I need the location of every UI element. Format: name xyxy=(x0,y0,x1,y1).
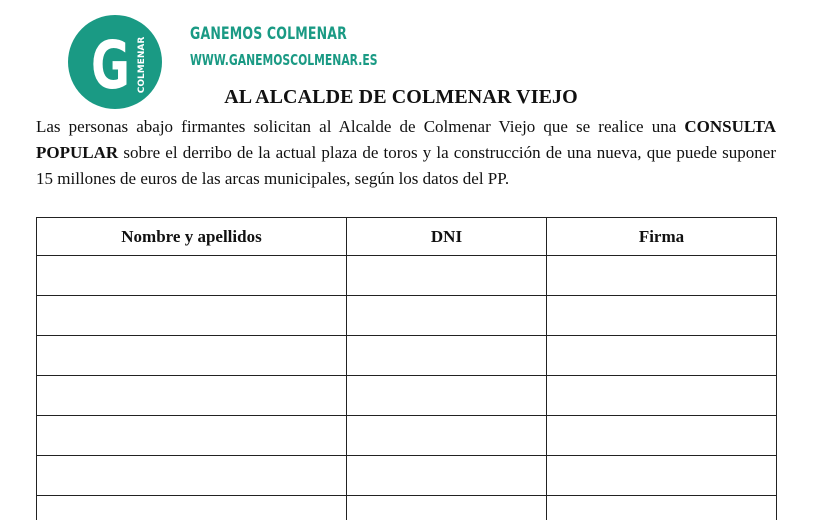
table-row xyxy=(37,296,777,336)
header-dni: DNI xyxy=(347,218,547,256)
petition-text-start: Las personas abajo firmantes solicitan al Alcalde de Colmenar Viejo que se realice una xyxy=(36,117,685,136)
table-row xyxy=(37,496,777,520)
nombre-cell xyxy=(37,416,347,456)
signature-table xyxy=(36,217,777,520)
table-row xyxy=(37,376,777,416)
nombre-cell xyxy=(37,296,347,336)
table-row xyxy=(37,416,777,456)
dni-cell xyxy=(347,416,547,456)
organization-name: GANEMOS COLMENAR xyxy=(190,24,348,44)
header-firma: Firma xyxy=(547,218,777,256)
table-header-row xyxy=(37,218,777,256)
nombre-cell xyxy=(37,336,347,376)
firma-cell xyxy=(547,496,777,520)
petition-text xyxy=(36,114,776,192)
signature-rows xyxy=(37,256,777,520)
logo-letter: G xyxy=(90,27,130,105)
nombre-cell xyxy=(37,456,347,496)
organization-url: WWW.GANEMOSCOLMENAR.ES xyxy=(190,51,378,69)
nombre-cell xyxy=(37,376,347,416)
dni-cell xyxy=(347,296,547,336)
firma-cell xyxy=(547,416,777,456)
nombre-cell xyxy=(37,256,347,296)
table-row xyxy=(37,256,777,296)
dni-cell xyxy=(347,256,547,296)
dni-cell xyxy=(347,496,547,520)
petition-text-bold: CONSULTA POPULAR xyxy=(36,117,776,162)
petition-text-end: sobre el derribo de la actual plaza de toros y la construcción de una nueva, que puede suponer 15 millones de euros de las arcas municipales, según los datos del PP. xyxy=(36,143,776,188)
firma-cell xyxy=(547,376,777,416)
firma-cell xyxy=(547,456,777,496)
table-row xyxy=(37,336,777,376)
firma-cell xyxy=(547,296,777,336)
nombre-cell xyxy=(37,496,347,520)
header-nombre-apellidos: Nombre y apellidos xyxy=(37,218,347,256)
dni-cell xyxy=(347,336,547,376)
document-title: AL ALCALDE DE COLMENAR VIEJO xyxy=(224,86,578,108)
dni-cell xyxy=(347,456,547,496)
firma-cell xyxy=(547,336,777,376)
dni-cell xyxy=(347,376,547,416)
logo-side-text: COLMENAR xyxy=(137,36,147,94)
table-row xyxy=(37,456,777,496)
firma-cell xyxy=(547,256,777,296)
